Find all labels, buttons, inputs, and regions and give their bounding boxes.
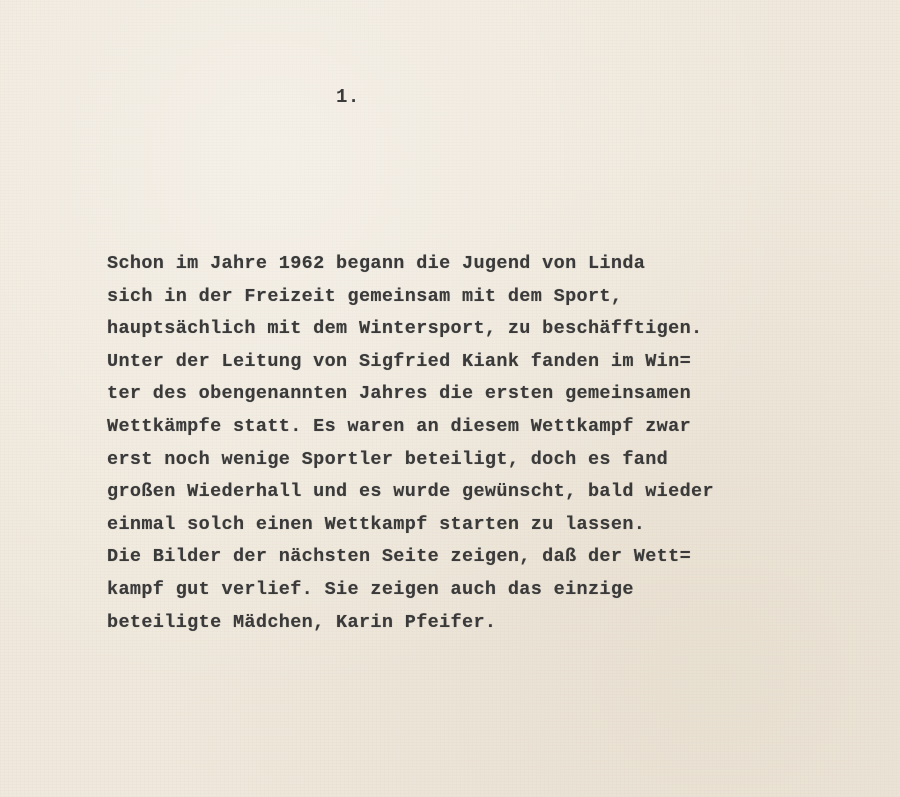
page-number: 1.	[336, 86, 360, 108]
text-line: ter des obengenannten Jahres die ersten gemeinsamen	[107, 383, 692, 405]
text-line: Unter der Leitung von Sigfried Kiank fanden im Win=	[107, 350, 692, 372]
text-line: einmal solch einen Wettkampf starten zu lassen.	[107, 513, 646, 535]
text-line: sich in der Freizeit gemeinsam mit dem Sport,	[107, 285, 623, 307]
text-line: beteiligte Mädchen, Karin Pfeifer.	[107, 611, 497, 633]
text-line: Schon im Jahre 1962 begann die Jugend von Linda	[107, 253, 646, 274]
text-line: erst noch wenige Sportler beteiligt, doch es fand	[107, 448, 669, 470]
body-paragraph	[107, 248, 887, 639]
text-line: großen Wiederhall und es wurde gewünscht, bald wieder	[107, 481, 714, 503]
text-line: kampf gut verlief. Sie zeigen auch das einzige	[107, 578, 634, 600]
text-line: Wettkämpfe statt. Es waren an diesem Wettkampf zwar	[107, 415, 692, 437]
text-line: Die Bilder der nächsten Seite zeigen, daß der Wett=	[107, 546, 692, 568]
text-line: hauptsächlich mit dem Wintersport, zu beschäfftigen.	[107, 318, 703, 340]
